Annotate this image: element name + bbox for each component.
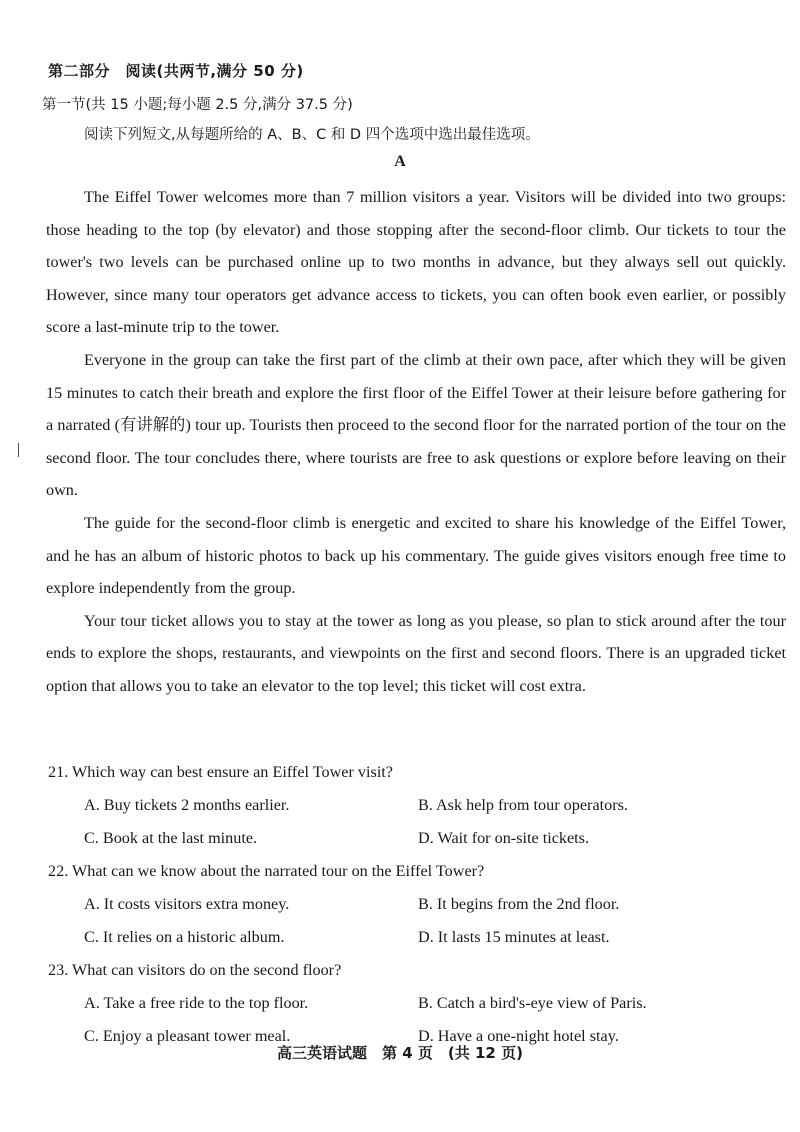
option-b: B. It begins from the 2nd floor. xyxy=(418,895,620,913)
option-d: D. Wait for on-site tickets. xyxy=(418,829,590,847)
option-c: C. Enjoy a pleasant tower meal. xyxy=(84,1027,291,1045)
passage-label: A xyxy=(394,153,406,170)
question-list xyxy=(48,756,788,1053)
passage-paragraph: Your tour ticket allows you to stay at the tower as long as you please, so plan to stick around after the tour ends to explore the shops, restaurants, and viewpoints on the first and second floors. There is an upgraded ticket option that allows you to take an elevator to the top level; this ticket will cost extra. xyxy=(46,611,786,695)
option-a: A. Take a free ride to the top floor. xyxy=(84,994,309,1012)
question-stem: 21. Which way can best ensure an Eiffel Tower visit? xyxy=(48,763,393,781)
question-stem: 23. What can visitors do on the second floor? xyxy=(48,961,342,979)
option-grid xyxy=(48,789,788,855)
question-21 xyxy=(48,756,788,855)
instruction: 阅读下列短文,从每题所给的 A、B、C 和 D 四个选项中选出最佳选项。 xyxy=(84,127,540,143)
passage-paragraph: The Eiffel Tower welcomes more than 7 million visitors a year. Visitors will be divided into two groups: those heading to the top (by elevator) and those stopping after the second-floor climb. Our tickets to tour the tower's two levels can be purchased online up to two months in advance, but they always sell out quickly. However, since many tour operators get advance access to tickets, you can often book even earlier, or possibly score a last-minute trip to the tower. xyxy=(46,188,786,337)
question-stem: 22. What can we know about the narrated tour on the Eiffel Tower? xyxy=(48,862,485,880)
option-d: D. Have a one-night hotel stay. xyxy=(418,1027,619,1045)
option-c: C. It relies on a historic album. xyxy=(84,928,285,946)
passage-paragraph: Everyone in the group can take the first part of the climb at their own pace, after which they will be given 15 minutes to catch their breath and explore the first floor of the Eiffel Tower at their leisure before gathering for a narrated (有讲解的) tour up. Tourists then proceed to the second floor for the narrated portion of the tour on the second floor. The tour concludes there, where tourists are free to ask questions or explore before leaving on their own. xyxy=(46,350,786,500)
page-footer: 高三英语试题 第 4 页 (共 12 页) xyxy=(277,1044,523,1062)
margin-mark xyxy=(18,443,19,457)
passage-text xyxy=(46,181,786,703)
part-title: 第二部分 阅读(共两节,满分 50 分) xyxy=(48,62,304,80)
option-grid xyxy=(48,888,788,954)
option-a: A. Buy tickets 2 months earlier. xyxy=(84,796,290,814)
option-d: D. It lasts 15 minutes at least. xyxy=(418,928,610,946)
option-b: B. Catch a bird's-eye view of Paris. xyxy=(418,994,647,1012)
option-c: C. Book at the last minute. xyxy=(84,829,258,847)
passage-paragraph: The guide for the second-floor climb is energetic and excited to share his knowledge of the Eiffel Tower, and he has an album of historic photos to back up his commentary. The guide gives visitors enough free time to explore independently from the group. xyxy=(46,513,786,598)
option-a: A. It costs visitors extra money. xyxy=(84,895,290,913)
question-22 xyxy=(48,855,788,954)
option-b: B. Ask help from tour operators. xyxy=(418,796,628,814)
question-23 xyxy=(48,954,788,1053)
section-title: 第一节(共 15 小题;每小题 2.5 分,满分 37.5 分) xyxy=(42,97,353,113)
